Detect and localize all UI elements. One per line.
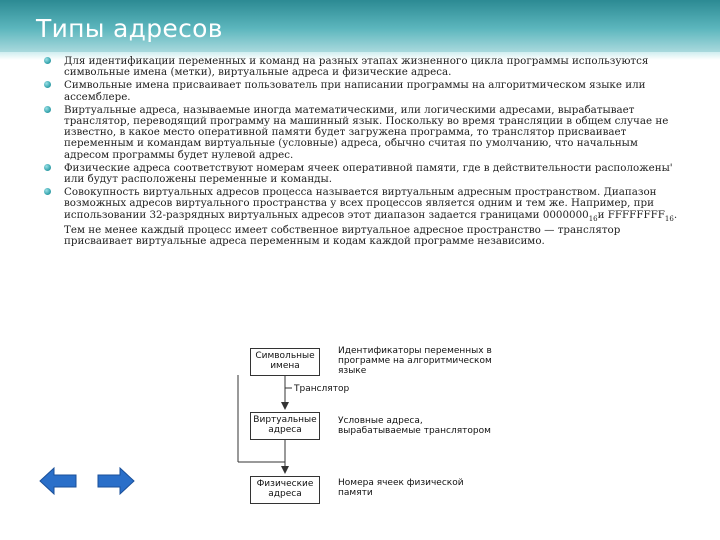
subscript: 16 bbox=[664, 214, 674, 223]
bullet-item bbox=[44, 187, 684, 247]
right-arrow-icon bbox=[96, 466, 136, 496]
left-arrow-icon bbox=[38, 466, 78, 496]
bullet-text-part: и FFFFFFFF bbox=[597, 208, 665, 221]
virtual-addresses-box: Виртуальные адреса bbox=[250, 412, 320, 440]
address-diagram bbox=[200, 340, 510, 518]
bullet-text: Физические адреса соответствуют номерам ячеек оперативной памяти, где в действительности расположены' или будут расположены переменные и команды. bbox=[64, 161, 673, 186]
arrow-head bbox=[281, 402, 289, 410]
bullet-item bbox=[44, 56, 684, 78]
bullet-text: Для идентификации переменных и команд на разных этапах жизненного цикла программы используются символьные имена (метки), виртуальные адреса и физические адреса. bbox=[64, 55, 649, 79]
bullet-text bbox=[64, 186, 677, 247]
physical-addresses-box: Физические адреса bbox=[250, 476, 320, 504]
slide-title: Типы адресов bbox=[36, 14, 223, 43]
symbolic-names-box: Символьные имена bbox=[250, 348, 320, 376]
conditional-addresses-label: Условные адреса, вырабатываемые транслятором bbox=[338, 416, 491, 436]
bullet-item bbox=[44, 105, 684, 161]
bullet-icon bbox=[44, 188, 51, 195]
bullet-icon bbox=[44, 106, 51, 113]
bullet-item bbox=[44, 163, 684, 185]
identifiers-label: Идентификаторы переменных в программе на алгоритмическом языке bbox=[338, 346, 492, 376]
forward-button[interactable] bbox=[96, 466, 136, 496]
bullet-icon bbox=[44, 164, 51, 171]
memory-cells-label: Номера ячеек физической памяти bbox=[338, 478, 464, 498]
back-button[interactable] bbox=[38, 466, 78, 496]
bullet-item bbox=[44, 80, 684, 102]
translator-label: Транслятор bbox=[294, 384, 350, 394]
bullet-text: Виртуальные адреса, называемые иногда математическими, или логическими адресами, вырабатывает транслятор, переводящий программу на машинный язык. Поскольку во время трансляции в общем случае не известно, в какое место оперативной памяти будет загружена программа, то транслятор присваивает переменным и командам виртуальные (условные) адреса, обычно считая по умолчанию, что начальным адресом программы будет нулевой адрес. bbox=[64, 103, 669, 161]
bullet-text: Символьные имена присваивает пользователь при написании программы на алгоритмическом языке или ассемблере. bbox=[64, 79, 646, 103]
arrow-head bbox=[281, 466, 289, 474]
bullet-text-part: . Тем не менее каждый процесс имеет собственное виртуальное адресное пространство — транслятор присваивает виртуальные адреса переменным и кодам каждой программе независимо. bbox=[64, 208, 678, 248]
subscript: 16 bbox=[588, 214, 598, 223]
bullet-list bbox=[44, 56, 684, 249]
bullet-icon bbox=[44, 81, 51, 88]
bullet-text-part: Совокупность виртуальных адресов процесса называется виртуальным адресным пространством. Диапазон возможных адресов виртуального пространства у всех процессов является одним и тем же. Например, при использовании 32-разрядных виртуальных адресов этот диапазон задается границами 0000000 bbox=[64, 186, 657, 221]
bullet-icon bbox=[44, 57, 51, 64]
